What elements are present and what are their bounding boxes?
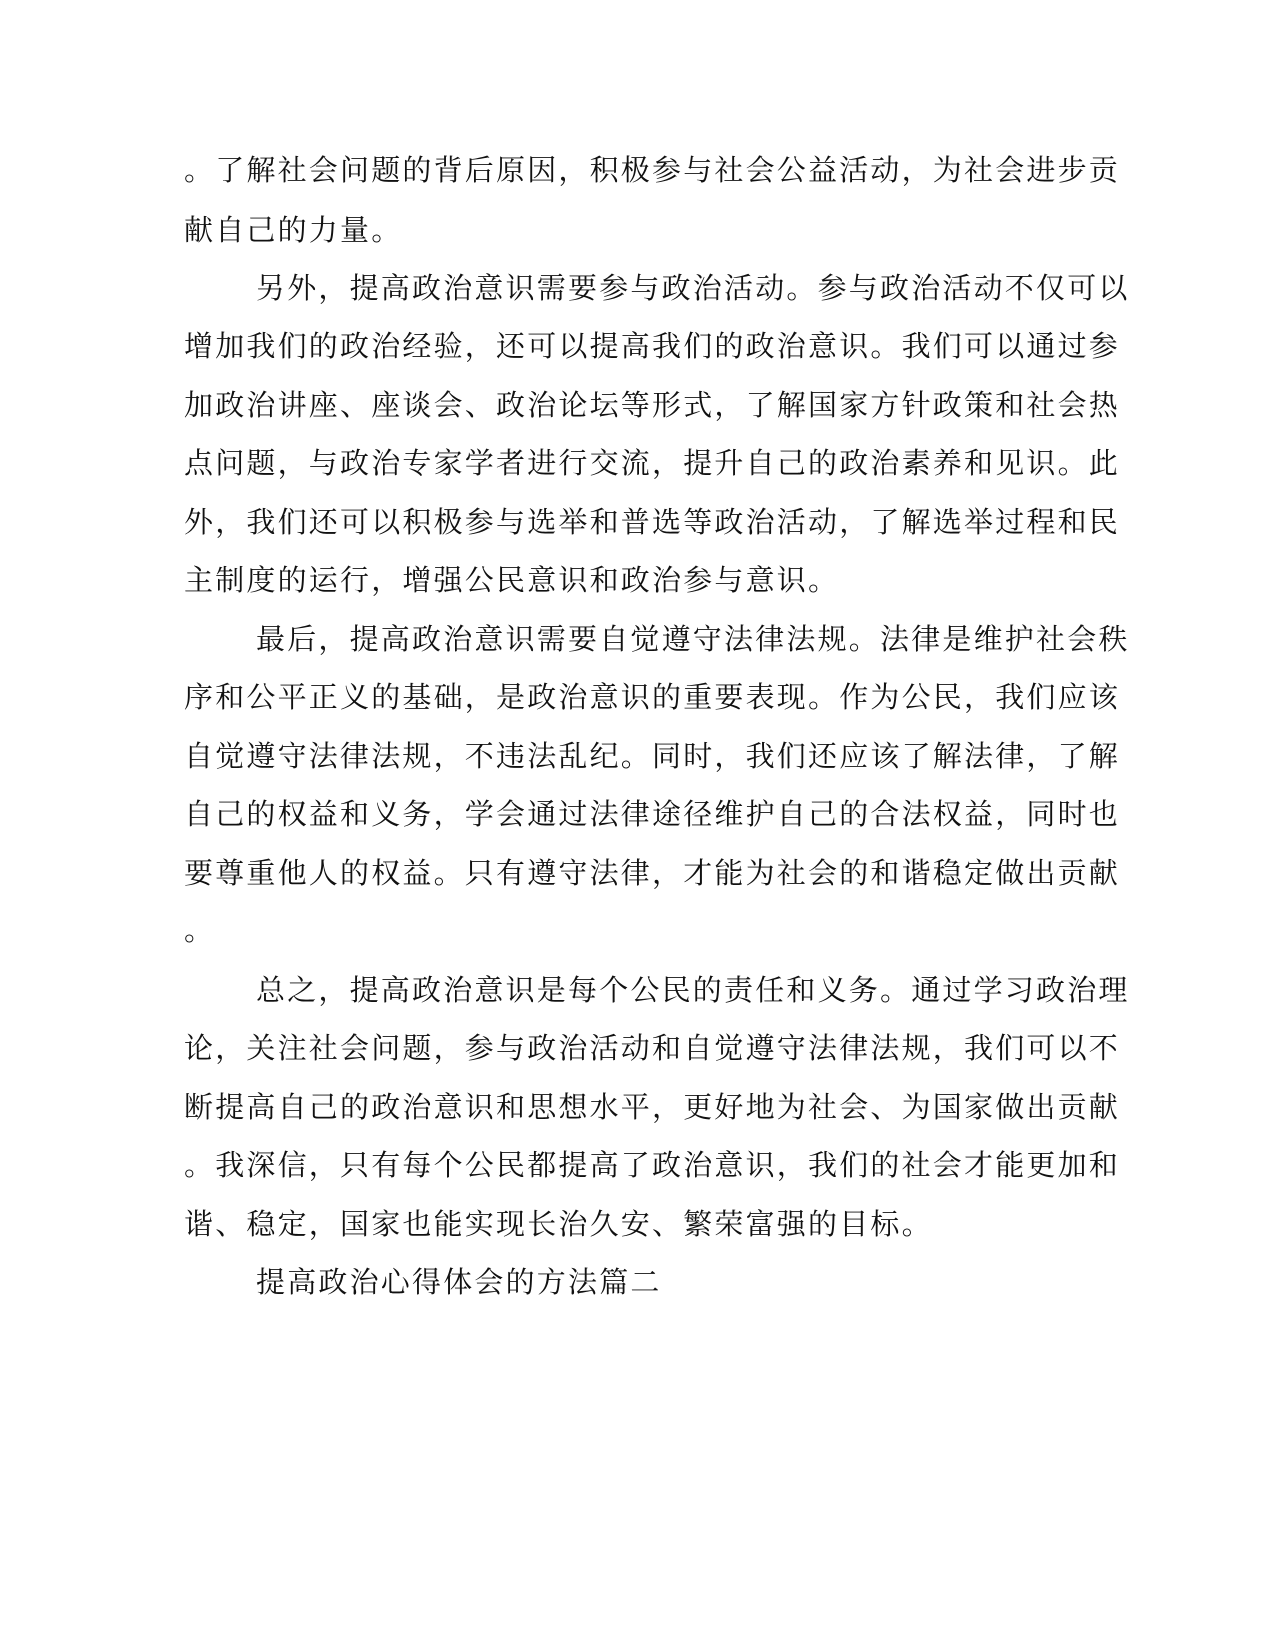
text-line: 要尊重他人的权益。只有遵守法律，才能为社会的和谐稳定做出贡献 — [184, 856, 1121, 890]
text-line: 自觉遵守法律法规，不违法乱纪。同时，我们还应该了解法律，了解 — [184, 739, 1121, 773]
text-line: 点问题，与政治专家学者进行交流，提升自己的政治素养和见识。此 — [184, 446, 1121, 480]
text-line: 序和公平正义的基础，是政治意识的重要表现。作为公民，我们应该 — [184, 680, 1121, 714]
section-heading: 提高政治心得体会的方法篇二 — [256, 1265, 662, 1299]
paragraph-start-line: 另外，提高政治意识需要参与政治活动。参与政治活动不仅可以 — [256, 271, 1130, 305]
paragraph-start-line: 总之，提高政治意识是每个公民的责任和义务。通过学习政治理 — [256, 973, 1130, 1007]
text-line: 增加我们的政治经验，还可以提高我们的政治意识。我们可以通过参 — [184, 329, 1121, 363]
text-line: 自己的权益和义务，学会通过法律途径维护自己的合法权益，同时也 — [184, 797, 1121, 831]
text-line: 论，关注社会问题，参与政治活动和自觉遵守法律法规，我们可以不 — [184, 1031, 1121, 1065]
paragraph-start-line: 最后，提高政治意识需要自觉遵守法律法规。法律是维护社会秩 — [256, 622, 1130, 656]
text-line: 外，我们还可以积极参与选举和普选等政治活动，了解选举过程和民 — [184, 505, 1121, 539]
text-line: 。我深信，只有每个公民都提高了政治意识，我们的社会才能更加和 — [184, 1148, 1121, 1182]
text-line: 断提高自己的政治意识和思想水平，更好地为社会、为国家做出贡献 — [184, 1090, 1121, 1124]
text-line: 谐、稳定，国家也能实现长治久安、繁荣富强的目标。 — [184, 1207, 933, 1241]
text-line: 献自己的力量。 — [184, 213, 403, 247]
text-line: 。 — [184, 913, 216, 947]
text-line: 加政治讲座、座谈会、政治论坛等形式，了解国家方针政策和社会热 — [184, 388, 1121, 422]
text-line: 。了解社会问题的背后原因，积极参与社会公益活动，为社会进步贡 — [184, 153, 1121, 187]
text-line: 主制度的运行，增强公民意识和政治参与意识。 — [184, 563, 840, 597]
